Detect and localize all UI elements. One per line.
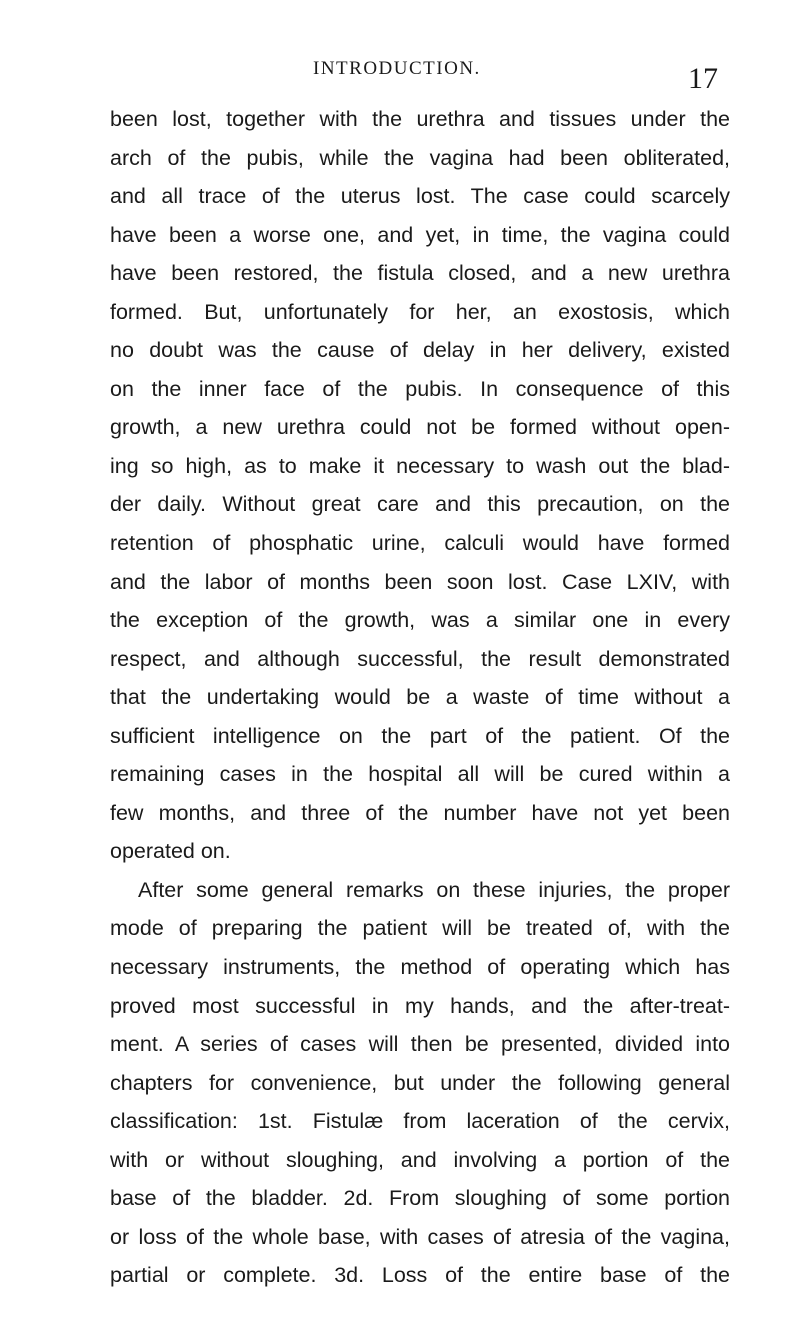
text-line: been lost, together with the urethra and tissues under the	[110, 107, 730, 131]
text-line: remaining cases in the hospital all will be cured within a	[110, 762, 730, 787]
text-line: on the inner face of the pubis. In consequence of this	[110, 376, 730, 401]
text-line: chapters for convenience, but under the following general	[110, 1070, 730, 1095]
text-line: ing so high, as to make it necessary to wash out the blad-	[110, 453, 730, 478]
text-line: ment. A series of cases will then be presented, divided into	[110, 1032, 730, 1057]
text-line: proved most successful in my hands, and the after-treat-	[110, 993, 730, 1018]
text-line: or loss of the whole base, with cases of atresia of the vagina,	[110, 1224, 730, 1249]
text-line: After some general remarks on these injuries, the proper	[138, 877, 730, 902]
body-text	[110, 100, 730, 1295]
text-line: have been a worse one, and yet, in time, the vagina could	[110, 222, 730, 247]
text-line: few months, and three of the number have not yet been	[110, 800, 730, 825]
paragraph-2	[110, 871, 730, 1295]
text-line: retention of phosphatic urine, calculi would have formed	[110, 531, 730, 556]
page-number: 17	[688, 62, 718, 95]
text-line: that the undertaking would be a waste of time without a	[110, 685, 730, 710]
text-line: formed. But, unfortunately for her, an exostosis, which	[110, 299, 730, 324]
text-line: operated on.	[110, 839, 231, 864]
text-line: with or without sloughing, and involving a portion of the	[110, 1147, 730, 1172]
text-line: the exception of the growth, was a similar one in every	[110, 608, 730, 633]
text-line: respect, and although successful, the result demonstrated	[110, 646, 730, 671]
text-line: no doubt was the cause of delay in her delivery, existed	[110, 338, 730, 363]
text-line: have been restored, the fistula closed, and a new urethra	[110, 261, 730, 286]
text-line: der daily. Without great care and this precaution, on the	[110, 492, 730, 517]
paragraph-1	[110, 100, 730, 871]
text-line: necessary instruments, the method of operating which has	[110, 955, 730, 980]
text-line: sufficient intelligence on the part of the patient. Of the	[110, 723, 730, 748]
text-line: base of the bladder. 2d. From sloughing of some portion	[110, 1186, 730, 1211]
text-line: partial or complete. 3d. Loss of the entire base of the	[110, 1263, 730, 1288]
text-line: arch of the pubis, while the vagina had been obliterated,	[110, 145, 730, 170]
running-head: INTRODUCTION.	[313, 58, 481, 79]
text-line: and the labor of months been soon lost. Case LXIV, with	[110, 569, 730, 594]
text-line: mode of preparing the patient will be treated of, with the	[110, 916, 730, 941]
text-line: classification: 1st. Fistulæ from laceration of the cervix,	[110, 1109, 730, 1134]
text-line: growth, a new urethra could not be formed without open-	[110, 415, 730, 440]
text-line: and all trace of the uterus lost. The case could scarcely	[110, 184, 730, 209]
